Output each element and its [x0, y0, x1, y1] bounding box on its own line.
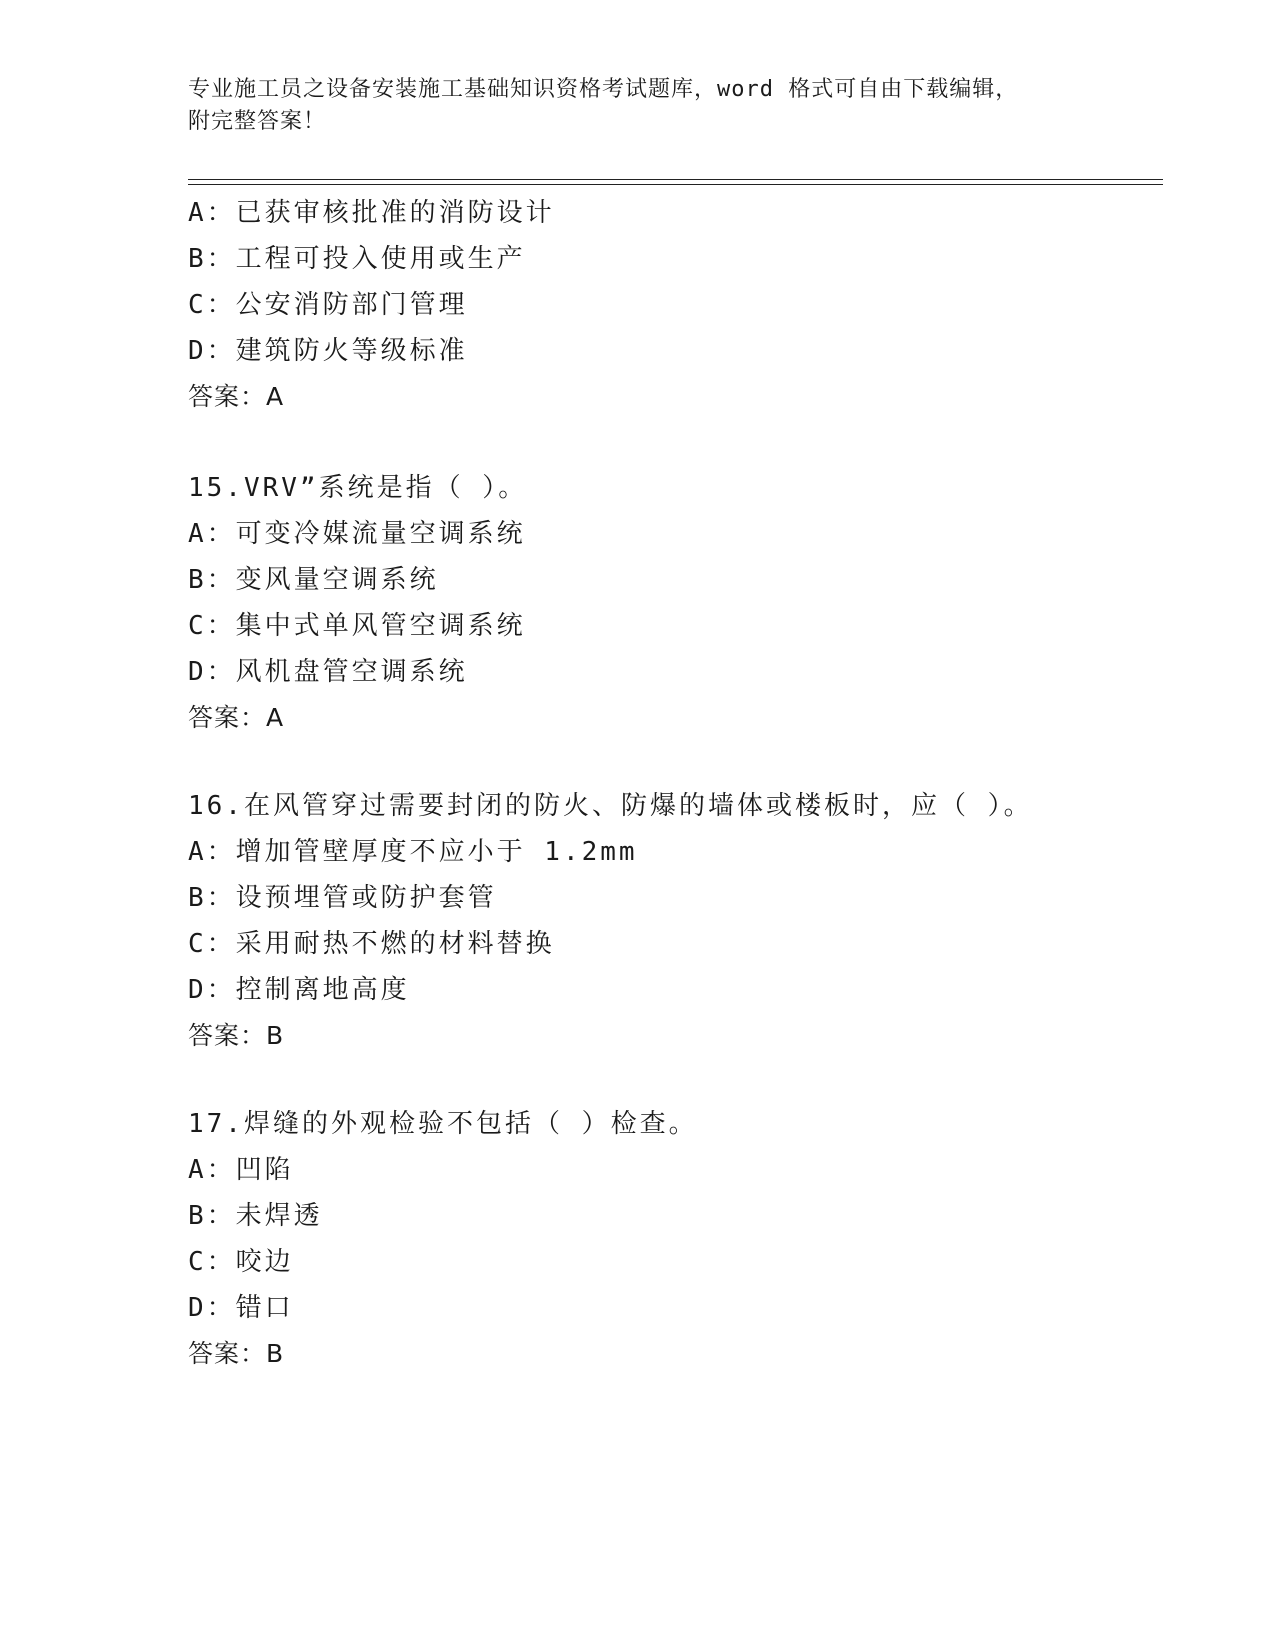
answer-line: 答案：B	[188, 1021, 285, 1050]
option-d: D：风机盘管空调系统	[188, 657, 468, 687]
answer-line: 答案：A	[188, 382, 285, 411]
question-16-block	[188, 783, 1168, 1059]
option-d: D：控制离地高度	[188, 975, 410, 1005]
option-c: C：咬边	[188, 1247, 294, 1277]
option-a: A：增加管壁厚度不应小于 1.2mm	[188, 837, 638, 867]
option-b: B：工程可投入使用或生产	[188, 244, 526, 274]
header-line-1: 专业施工员之设备安装施工基础知识资格考试题库，word 格式可自由下载编辑，	[188, 77, 1019, 102]
question-14-block	[188, 190, 1168, 420]
answer-line: 答案：A	[188, 703, 285, 732]
question-text: 16.在风管穿过需要封闭的防火、防爆的墙体或楼板时，应（ ）。	[188, 791, 1033, 821]
option-a: A：可变冷媒流量空调系统	[188, 519, 526, 549]
option-a: A：已获审核批准的消防设计	[188, 198, 555, 228]
question-text: 15.VRV”系统是指（ ）。	[188, 473, 528, 503]
question-text: 17.焊缝的外观检验不包括（ ）检查。	[188, 1109, 698, 1139]
option-c: C：采用耐热不燃的材料替换	[188, 929, 555, 959]
option-c: C：集中式单风管空调系统	[188, 611, 526, 641]
option-d: D：错口	[188, 1293, 294, 1323]
header-divider-top	[188, 179, 1163, 180]
document-header	[188, 74, 1088, 138]
header-line-2: 附完整答案！	[188, 109, 327, 134]
option-a: A：凹陷	[188, 1155, 294, 1185]
option-c: C：公安消防部门管理	[188, 290, 468, 320]
answer-line: 答案：B	[188, 1339, 285, 1368]
header-divider-bottom	[188, 184, 1163, 185]
option-b: B：设预埋管或防护套管	[188, 883, 497, 913]
question-15-block	[188, 465, 1168, 741]
question-17-block	[188, 1101, 1168, 1377]
option-b: B：未焊透	[188, 1201, 323, 1231]
option-b: B：变风量空调系统	[188, 565, 439, 595]
option-d: D：建筑防火等级标准	[188, 336, 468, 366]
